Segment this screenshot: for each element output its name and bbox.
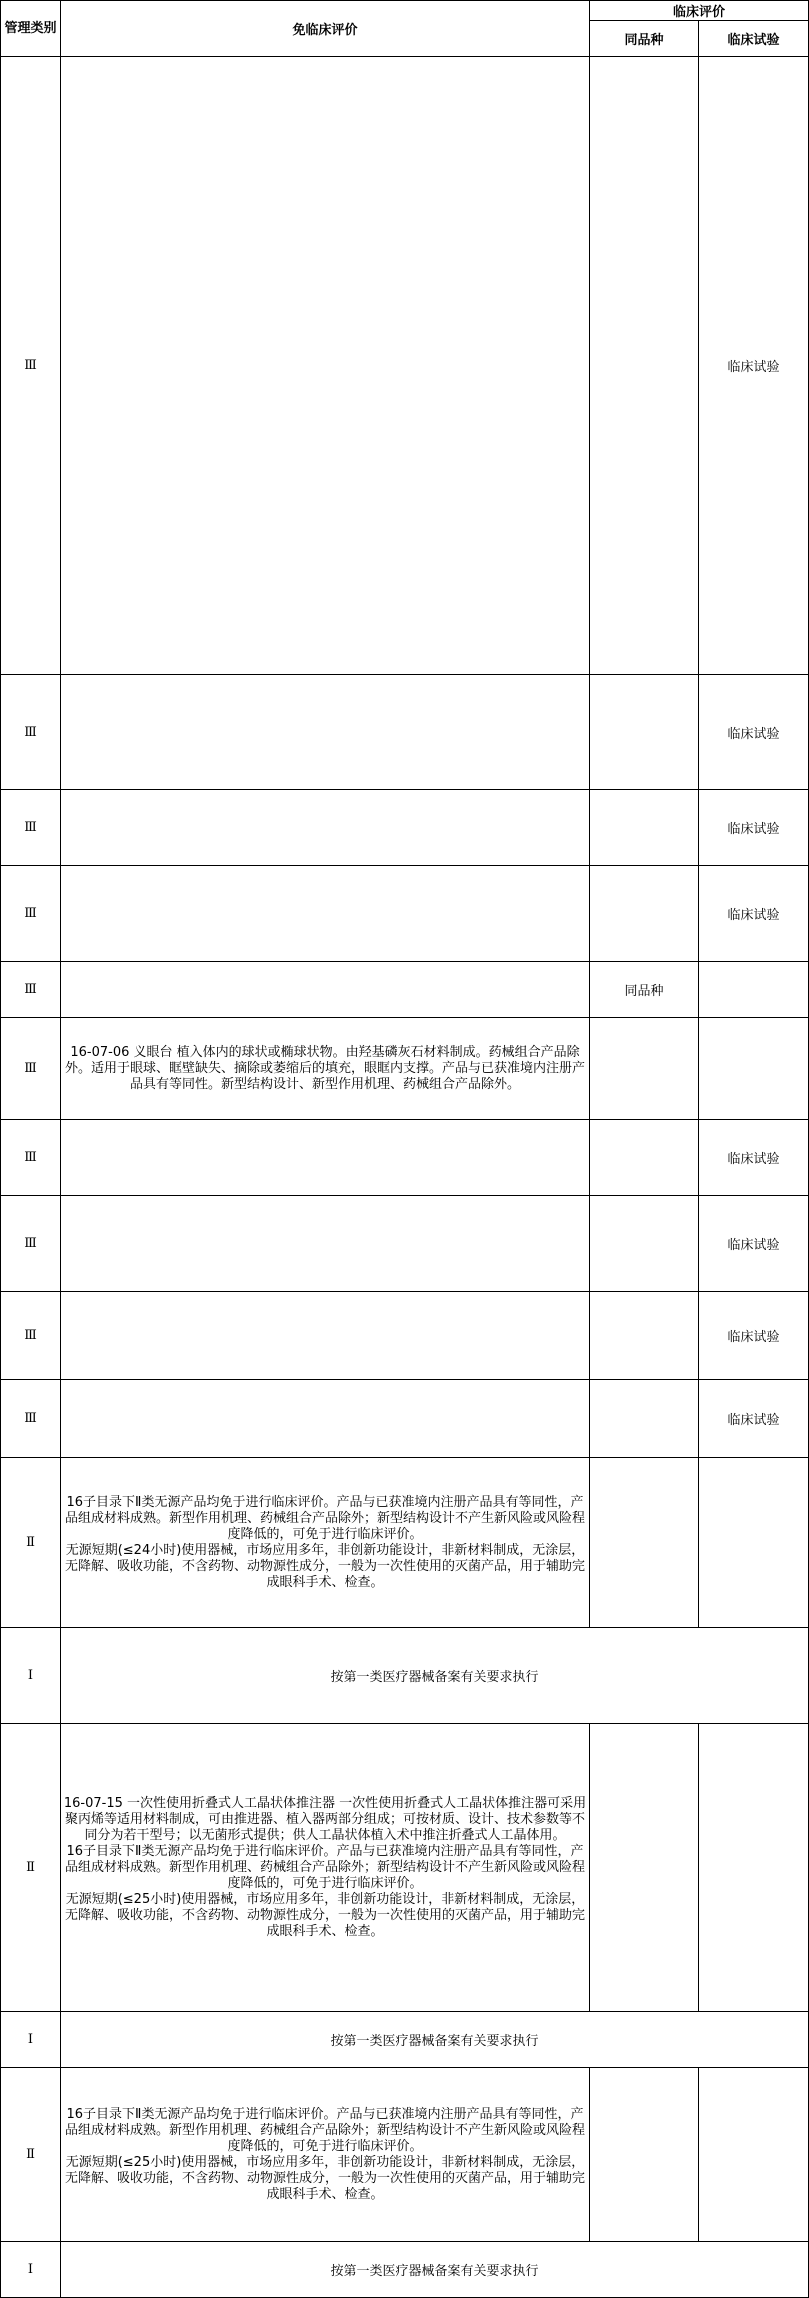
category-cell: Ⅲ	[1, 866, 61, 962]
same-variety-cell	[590, 1458, 699, 1628]
header-category: 管理类别	[1, 1, 61, 57]
exempt-cell	[61, 866, 590, 962]
header-same-variety: 同品种	[590, 21, 699, 57]
exempt-cell: 16-07-15 一次性使用折叠式人工晶状体推注器 一次性使用折叠式人工晶状体推注器可采用聚丙烯等适用材料制成，可由推进器、植入器两部分组成；可按材质、设计、技术参数等不同分为若干型号；以无菌形式提供；供人工晶状体植入术中推注折叠式人工晶体用。 16子目录下Ⅱ类无源产品均免于进行临床评价。产品与已获准境内注册产品具有等同性，产品组成材料成熟。新型作用机理、药械组合产品除外；新型结构设计不产生新风险或风险程度降低的，可免于进行临床评价。 无源短期(≤25小时)使用器械，市场应用多年，非创新功能设计，非新材料制成，无涂层，无降解、吸收功能，不含药物、动物源性成分，一般为一次性使用的灭菌产品，用于辅助完成眼科手术、检查。	[61, 1724, 590, 2012]
exempt-cell: 16子目录下Ⅱ类无源产品均免于进行临床评价。产品与已获准境内注册产品具有等同性，产品组成材料成熟。新型作用机理、药械组合产品除外；新型结构设计不产生新风险或风险程度降低的，可免于进行临床评价。 无源短期(≤25小时)使用器械，市场应用多年，非创新功能设计，非新材料制成，无涂层，无降解、吸收功能，不含药物、动物源性成分，一般为一次性使用的灭菌产品，用于辅助完成眼科手术、检查。	[61, 2068, 590, 2242]
clinical-trial-cell	[699, 2068, 809, 2242]
table-row	[1, 962, 809, 1018]
exempt-cell: 16-07-06 义眼台 植入体内的球状或椭球状物。由羟基磷灰石材料制成。药械组合产品除外。适用于眼球、眶壁缺失、摘除或萎缩后的填充，眼眶内支撑。产品与已获准境内注册产品具有等同性。新型结构设计、新型作用机理、药械组合产品除外。	[61, 1018, 590, 1120]
header-exempt: 免临床评价	[61, 1, 590, 57]
category-cell: Ⅱ	[1, 2068, 61, 2242]
same-variety-cell	[590, 1196, 699, 1292]
same-variety-cell	[590, 675, 699, 790]
clinical-trial-cell	[699, 1018, 809, 1120]
exempt-cell	[61, 1196, 590, 1292]
same-variety-cell	[590, 1018, 699, 1120]
table-row	[1, 1458, 809, 1628]
table-row	[1, 1292, 809, 1380]
category-cell: Ⅲ	[1, 962, 61, 1018]
same-variety-cell	[590, 57, 699, 675]
clinical-trial-cell: 临床试验	[699, 1196, 809, 1292]
same-variety-cell	[590, 790, 699, 866]
exempt-cell	[61, 1292, 590, 1380]
category-cell: Ⅰ	[1, 2242, 61, 2298]
header-clinical-trial: 临床试验	[699, 21, 809, 57]
category-cell: Ⅱ	[1, 1724, 61, 2012]
same-variety-cell	[590, 866, 699, 962]
clinical-trial-cell: 临床试验	[699, 790, 809, 866]
category-cell: Ⅲ	[1, 1018, 61, 1120]
same-variety-cell	[590, 1120, 699, 1196]
table-row	[1, 1628, 809, 1724]
category-cell: Ⅲ	[1, 1120, 61, 1196]
exempt-cell	[61, 57, 590, 675]
filing-note-cell: 按第一类医疗器械备案有关要求执行	[61, 2012, 809, 2068]
table-row	[1, 2012, 809, 2068]
table-row	[1, 2242, 809, 2298]
exempt-cell	[61, 675, 590, 790]
table-row	[1, 1196, 809, 1292]
same-variety-cell	[590, 1292, 699, 1380]
clinical-trial-cell: 临床试验	[699, 57, 809, 675]
filing-note-cell: 按第一类医疗器械备案有关要求执行	[61, 1628, 809, 1724]
table-row	[1, 57, 809, 675]
table-row	[1, 1018, 809, 1120]
clinical-trial-cell	[699, 1724, 809, 2012]
category-cell: Ⅰ	[1, 2012, 61, 2068]
category-cell: Ⅲ	[1, 1292, 61, 1380]
exempt-cell: 16子目录下Ⅱ类无源产品均免于进行临床评价。产品与已获准境内注册产品具有等同性，产品组成材料成熟。新型作用机理、药械组合产品除外；新型结构设计不产生新风险或风险程度降低的，可免于进行临床评价。 无源短期(≤24小时)使用器械，市场应用多年，非创新功能设计，非新材料制成，无涂层，无降解、吸收功能，不含药物、动物源性成分，一般为一次性使用的灭菌产品，用于辅助完成眼科手术、检查。	[61, 1458, 590, 1628]
clinical-trial-cell: 临床试验	[699, 1380, 809, 1458]
table-row	[1, 1724, 809, 2012]
same-variety-cell: 同品种	[590, 962, 699, 1018]
header-clinical-eval: 临床评价	[590, 1, 809, 21]
clinical-trial-cell: 临床试验	[699, 1120, 809, 1196]
category-cell: Ⅲ	[1, 57, 61, 675]
exempt-cell	[61, 790, 590, 866]
clinical-trial-cell: 临床试验	[699, 866, 809, 962]
same-variety-cell	[590, 2068, 699, 2242]
exempt-cell	[61, 1120, 590, 1196]
table-row	[1, 866, 809, 962]
filing-note-cell: 按第一类医疗器械备案有关要求执行	[61, 2242, 809, 2298]
table-row	[1, 2068, 809, 2242]
table-row	[1, 675, 809, 790]
category-cell: Ⅲ	[1, 1196, 61, 1292]
clinical-trial-cell: 临床试验	[699, 675, 809, 790]
category-cell: Ⅲ	[1, 675, 61, 790]
same-variety-cell	[590, 1724, 699, 2012]
clinical-trial-cell	[699, 962, 809, 1018]
category-cell: Ⅰ	[1, 1628, 61, 1724]
category-cell: Ⅱ	[1, 1458, 61, 1628]
category-cell: Ⅲ	[1, 790, 61, 866]
table-row	[1, 790, 809, 866]
clinical-trial-cell: 临床试验	[699, 1292, 809, 1380]
category-cell: Ⅲ	[1, 1380, 61, 1458]
exempt-cell	[61, 962, 590, 1018]
table-row	[1, 1120, 809, 1196]
same-variety-cell	[590, 1380, 699, 1458]
clinical-trial-cell	[699, 1458, 809, 1628]
exempt-cell	[61, 1380, 590, 1458]
table-row	[1, 1380, 809, 1458]
